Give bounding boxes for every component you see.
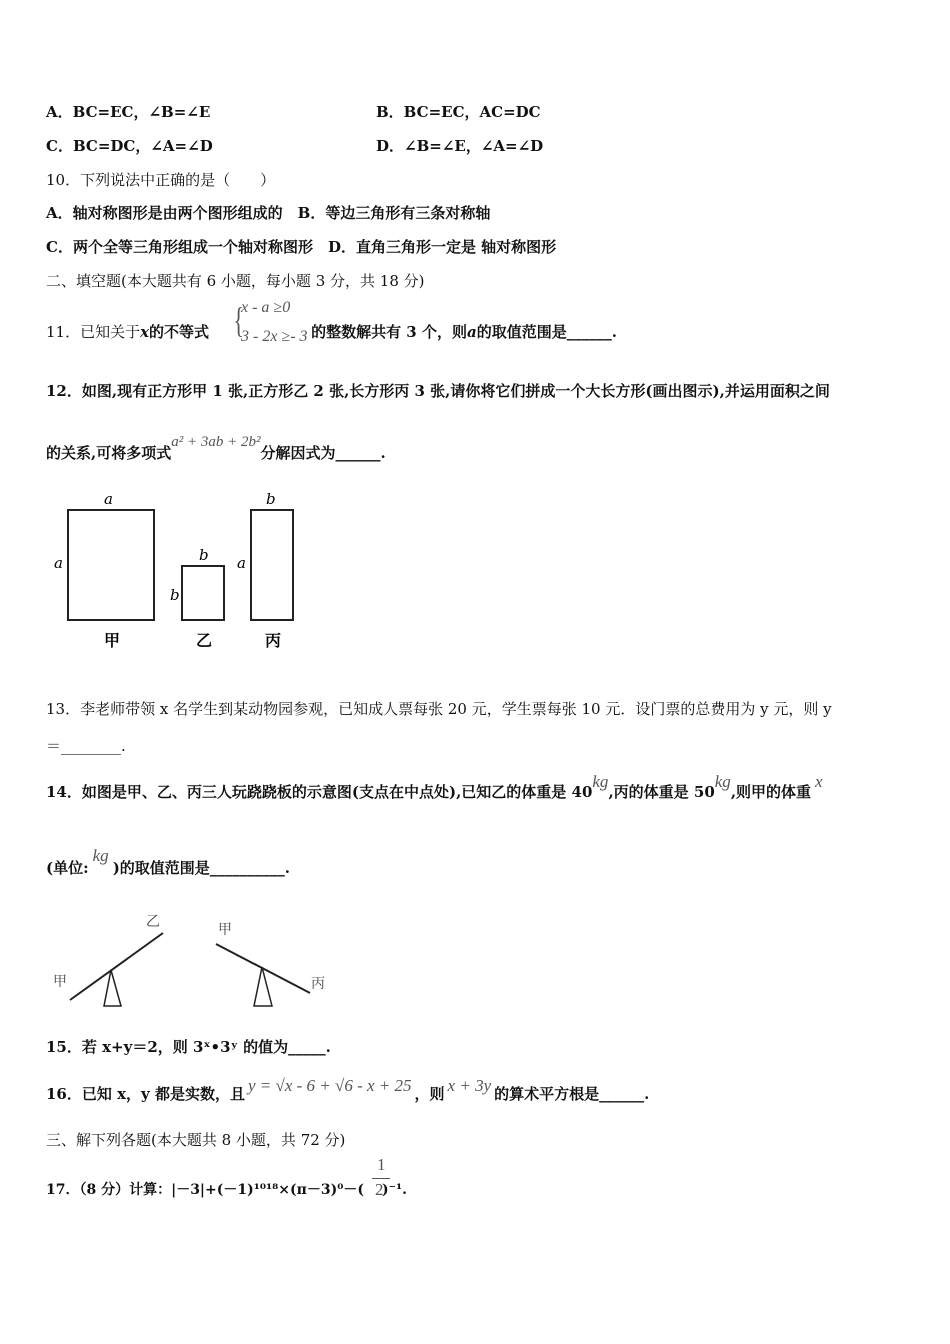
square-yi [182,566,224,620]
q17-line [46,1180,407,1200]
seesaw-left-fulcrum [104,970,121,1006]
q15-line: 15．若 x+y＝2，则 3ˣ•3ʸ 的值为_____. [46,1038,331,1056]
q10-options-ab: A．轴对称图形是由两个图形组成的 B．等边三角形有三条对称轴 [46,204,491,222]
bing-left-label: a [237,554,246,572]
q17-fraction-numerator: 1 [377,1155,386,1174]
q14-line-1 [46,772,823,802]
bing-top-label: b [266,490,276,508]
q14-x: x [815,772,823,791]
q14-post: ,则甲的体重 [730,783,812,801]
q11-mid: 的不等式 [149,323,210,341]
square-jia [68,510,154,620]
q11-inequality-2: 3 - 2x ≥- 3 [241,328,308,345]
q11-brace: { [233,300,244,340]
q14-line-2-post: )的取值范围是__________. [112,859,291,877]
q11-inequality-1: x - a ≥0 [241,299,291,316]
q11-post2: 的取值范围是______. [476,323,617,341]
seesaw-left-high-label: 乙 [146,914,160,930]
yi-name: 乙 [196,631,213,650]
q17-tail: )⁻¹. [382,1182,408,1198]
q9-option-d: D．∠B=∠E，∠A=∠D [376,137,544,155]
q9-option-c: C．BC=DC，∠A=∠D [46,137,213,155]
q14-line-2-pre: (单位: [46,859,89,877]
q14-kg-3: kg [92,846,109,865]
q9-option-a: A．BC=EC，∠B=∠E [46,103,211,121]
q10-options-cd: C．两个全等三角形组成一个轴对称图形 D．直角三角形一定是 轴对称图形 [46,238,557,256]
q17-fraction-bar [372,1178,390,1179]
jia-name: 甲 [104,631,121,650]
q16-expression: x + 3y [447,1076,492,1095]
q14-pre: 14．如图是甲、乙、丙三人玩跷跷板的示意图(支点在中点处),已知乙的体重是 40 [46,783,593,801]
jia-top-label: a [104,490,113,508]
q16-mid: ，则 [414,1085,445,1103]
q13-line-1: 13．李老师带领 x 名学生到某动物园参观，已知成人票每张 20 元，学生票每张 10 元．设门票的总费用为 y 元，则 y [46,700,832,718]
q12-polynomial: a² + 3ab + 2b² [171,434,261,450]
q17-text: 17．（8 分）计算：|－3|+(－1)¹⁰¹⁸×(π－3)⁰－( [46,1182,364,1198]
q10-stem: 10．下列说法中正确的是（ ） [46,171,276,189]
q16-pre: 16．已知 x，y 都是实数，且 [46,1085,245,1103]
q14-mid: ,丙的体重是 50 [608,783,715,801]
q12-line-1: 12．如图,现有正方形甲 1 张,正方形乙 2 张,长方形丙 3 张,请你将它们拼成一个大长方形(画出图示),并运用面积之间 [46,382,830,400]
q12-figure [0,480,320,660]
yi-top-label: b [199,546,209,564]
q11-pre: 11．已知关于 [46,323,141,341]
q16-post: 的算术平方根是______. [494,1085,650,1103]
q12-line-2-pre: 的关系,可将多项式 [46,444,172,462]
q14-kg-2: kg [714,772,731,791]
q9-option-b: B．BC=EC，AC=DC [376,103,541,121]
q14-line-2 [46,846,291,878]
seesaw-right-low-label: 丙 [311,976,325,992]
q11-a: a [466,323,477,341]
q12-line-2 [46,434,386,464]
jia-left-label: a [54,554,63,572]
section-2-heading: 二、填空题(本大题共有 6 小题，每小题 3 分，共 18 分) [46,272,425,290]
q14-figure [0,900,360,1010]
q16-line [46,1076,650,1104]
q11-post: 的整数解共有 3 个，则 [311,323,467,341]
seesaw-left-low-label: 甲 [53,974,67,990]
q11-line [46,322,617,342]
yi-left-label: b [170,586,180,604]
q13-line-2: ＝________. [46,737,126,755]
seesaw-right-high-label: 甲 [218,922,232,938]
q11-x: x [140,323,150,341]
q12-line-2-post: 分解因式为______. [260,444,386,462]
q17-fraction-denominator: 2 [375,1180,384,1199]
bing-name: 丙 [265,631,282,650]
q16-equation: y = √x - 6 + √6 - x + 25 [247,1076,412,1095]
section-3-heading: 三、解下列各题(本大题共 8 小题，共 72 分) [46,1131,346,1149]
rect-bing [251,510,293,620]
q14-kg-1: kg [592,772,609,791]
